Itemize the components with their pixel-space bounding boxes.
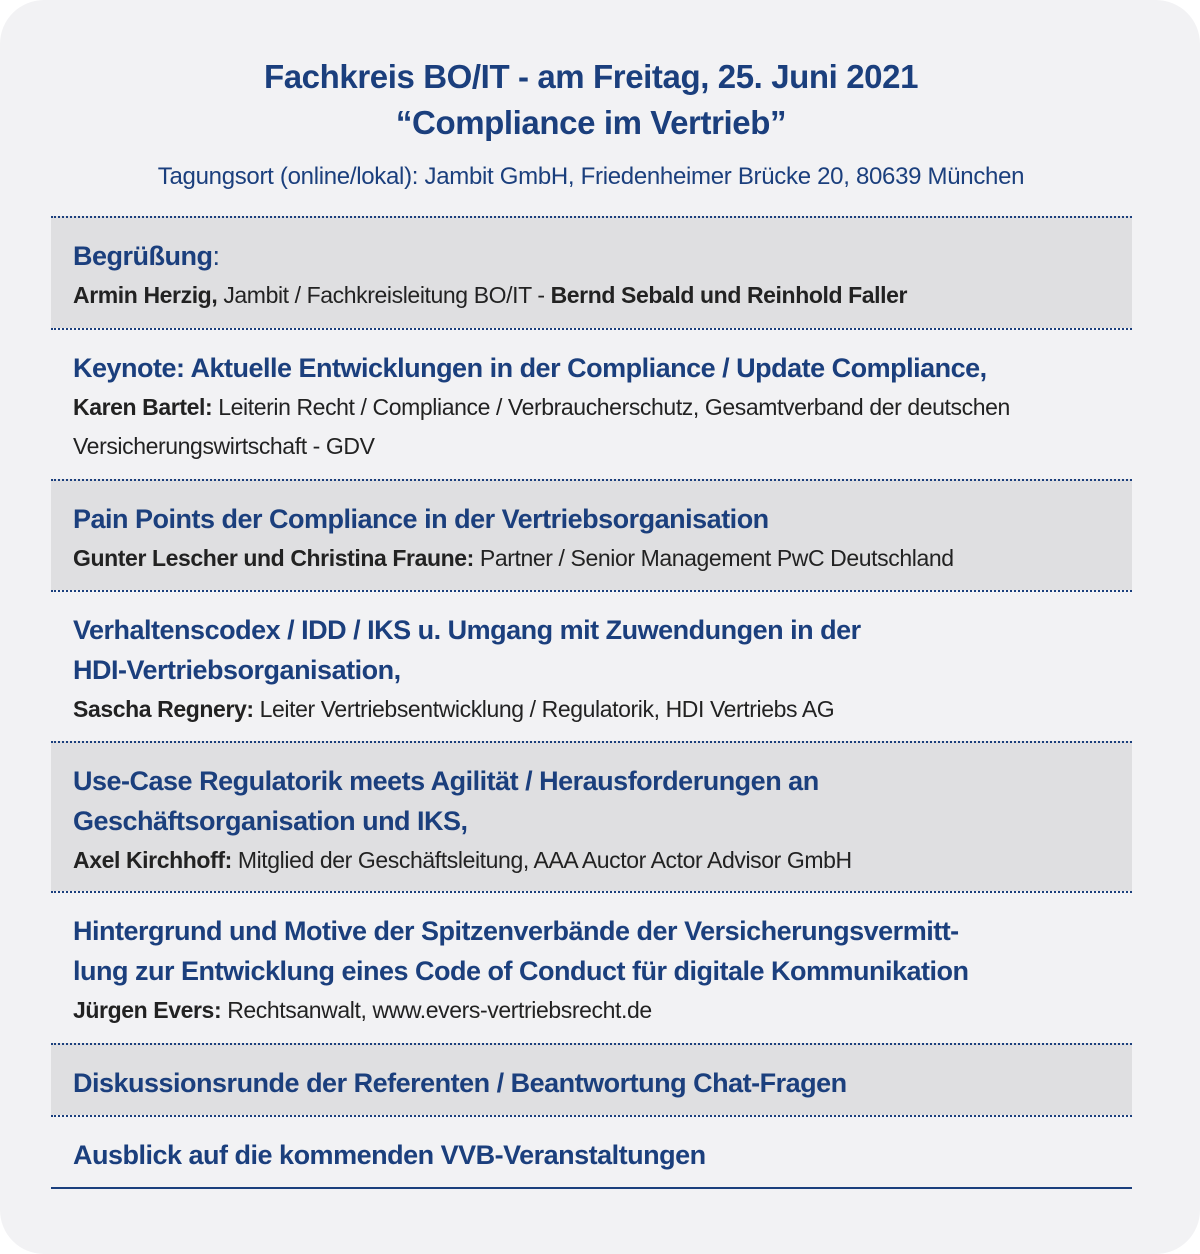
agenda-item-pain-points [51,479,1132,590]
speaker-role: Jambit / Fachkreisleitung BO/IT - [217,282,551,308]
agenda-item-title [73,236,1110,276]
agenda-item-title-text: Begrüßung [73,241,213,271]
venue-text: Tagungsort (online/lokal): Jambit GmbH, Friedenheimer Brücke 20, 80639 München [157,163,1025,190]
speaker-name: Armin Herzig, [73,282,218,308]
agenda-list [51,216,1132,1189]
agenda-item-use-case [51,741,1132,891]
speaker-name: Jürgen Evers: [73,997,222,1023]
agenda-item-speakers [73,841,1110,880]
speaker-name: Gunter Lescher und Christina Fraune: [73,545,474,571]
agenda-item-keynote [51,328,1132,479]
speaker-role: Rechtsanwalt, www.evers-vertriebsrecht.de [221,997,652,1023]
agenda-item-title: Verhaltenscodex / IDD / IKS u. Umgang mit Zuwendungen in der HDI-Vertriebsorganisation, [73,615,861,685]
agenda-item-speakers [73,539,1110,578]
agenda-item-speakers [73,690,1110,729]
agenda-bottom-rule [51,1187,1132,1189]
agenda-item-title: Keynote: Aktuelle Entwicklungen in der Compliance / Update Compliance, [73,353,987,383]
agenda-item-speakers [73,991,1110,1030]
title-line-2: “Compliance im Vertrieb” [395,104,787,141]
agenda-item-code-of-conduct [51,891,1132,1043]
agenda-item-title-trail: : [212,241,220,271]
agenda-item-title: Ausblick auf die kommenden VVB-Veranstaltungen [73,1140,706,1170]
agenda-item-hdi [51,590,1132,741]
speaker-name: Sascha Regnery: [73,696,254,722]
agenda-item-title: Diskussionsrunde der Referenten / Beantwortung Chat-Fragen [73,1068,847,1098]
agenda-item-welcome [51,216,1132,328]
speaker-role: Partner / Senior Management PwC Deutschland [473,545,954,571]
title-line-1: Fachkreis BO/IT - am Freitag, 25. Juni 2021 [263,58,919,95]
header [0,54,1182,194]
agenda-item-title: Pain Points der Compliance in der Vertriebsorganisation [73,504,769,534]
speaker-role: Leiter Vertriebsentwicklung / Regulatorik, HDI Vertriebs AG [253,696,835,722]
agenda-item-speakers [73,276,1110,315]
speaker-role: Mitglied der Geschäftsleitung, AAA Auctor Actor Advisor GmbH [231,847,852,873]
speaker-name: Karen Bartel: [73,394,213,420]
page-title [0,54,1182,146]
agenda-item-speakers [73,388,1110,466]
speaker-name: Axel Kirchhoff: [73,847,232,873]
speaker-name-2: Bernd Sebald und Reinhold Faller [550,282,908,308]
speaker-role: Leiterin Recht / Compliance / Verbraucherschutz, Gesamtverband der deutschen Versicherungswirtschaft - GDV [73,394,1010,459]
agenda-item-outlook [51,1115,1132,1187]
agenda-item-discussion [51,1043,1132,1115]
agenda-item-title: Use-Case Regulatorik meets Agilität / Herausforderungen an Geschäftsorganisation und IKS, [73,766,819,836]
agenda-item-title: Hintergrund und Motive der Spitzenverbände der Versicherungsvermitt- lung zur Entwicklung eines Code of Conduct für digitale Kommunikation [73,916,969,986]
